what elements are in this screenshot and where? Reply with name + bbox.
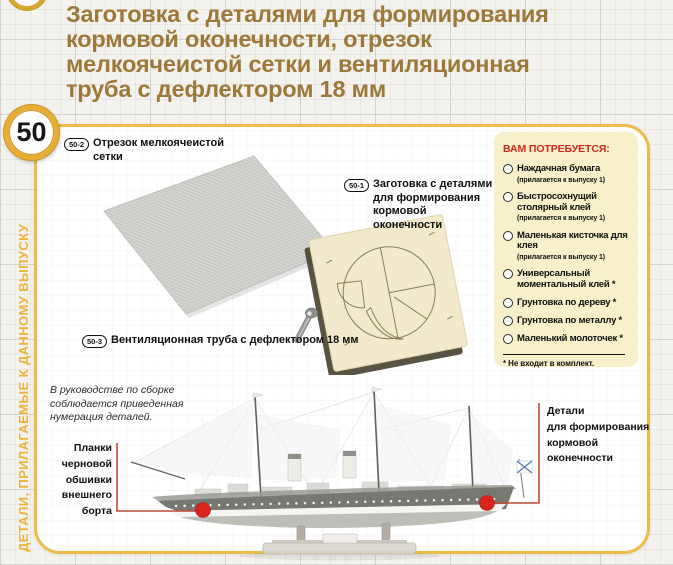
callout-stern-parts: Детали для формирования кормовой оконечности — [547, 405, 650, 465]
need-item — [503, 192, 631, 223]
assembly-note — [50, 384, 200, 425]
circle-bullet-icon — [503, 231, 513, 241]
previous-badge-ring — [7, 0, 47, 10]
circle-bullet-icon — [503, 334, 513, 344]
sidebar-vertical-label: ДЕТАЛИ, ПРИЛАГАЕМЫЕ К ДАННОМУ ВЫПУСКУ — [16, 223, 31, 552]
circle-bullet-icon — [503, 316, 513, 326]
issue-number-badge — [4, 105, 59, 160]
need-item — [503, 316, 631, 327]
need-item-name: Наждачная бумага — [517, 163, 601, 174]
issue-number: 50 — [16, 117, 47, 147]
part-code-50-2: 50-2 — [64, 138, 89, 151]
part-label-stern-blank: Заготовка с деталями для формирования кормовой оконечности — [373, 178, 493, 231]
circle-bullet-icon — [503, 192, 513, 202]
need-item-name: Маленький молоточек * — [517, 332, 623, 344]
need-item-note: (прилагается к выпуску 1) — [517, 253, 605, 261]
need-item-name: Маленькая кисточка для клея — [517, 229, 628, 251]
need-item — [503, 164, 631, 185]
page-title-line: труба с дефлектором 18 мм — [66, 76, 387, 102]
marker-dot-stern — [480, 496, 495, 511]
circle-bullet-icon — [503, 298, 513, 308]
stern-blank-photo — [293, 210, 483, 375]
need-footnote: * Не входит в комплект. — [503, 359, 595, 368]
part-label-vent-pipe: Вентиляционная труба с дефлектором 18 мм — [111, 334, 359, 346]
need-item-name: Грунтовка по металлу * — [517, 314, 622, 326]
you-will-need-heading: ВАМ ПОТРЕБУЕТСЯ: — [503, 143, 610, 155]
page-title-line: кормовой оконечности, отрезок — [66, 26, 432, 52]
circle-bullet-icon — [503, 269, 513, 279]
need-item-note: (прилагается к выпуску 1) — [517, 215, 605, 222]
you-will-need-panel — [494, 132, 638, 367]
part-code-50-1: 50-1 — [344, 179, 369, 192]
need-item-name: Грунтовка по дереву * — [517, 296, 617, 308]
need-item-name: Быстросохнущий столярный клей — [517, 191, 597, 213]
assembly-note-line: соблюдается приведенная — [50, 397, 184, 410]
need-item-name: Универсальный моментальный клей * — [517, 268, 616, 290]
page-title-line: Заготовка с деталями для формирования — [66, 1, 549, 27]
need-item — [503, 298, 631, 309]
footnote-divider — [503, 354, 625, 355]
page-title-line: мелкоячеистой сетки и вентиляционная — [66, 51, 530, 77]
marker-dot-planking — [196, 503, 211, 518]
need-item — [503, 334, 631, 345]
need-item-note: (прилагается к выпуску 1) — [517, 176, 605, 184]
page-title — [66, 2, 666, 102]
need-item — [503, 269, 631, 290]
assembly-note-line: нумерация деталей. — [50, 411, 153, 423]
part-code-50-3: 50-3 — [82, 335, 107, 348]
part-label-mesh: Отрезок мелкоячеистой сетки — [93, 137, 224, 163]
callout-hull-planking: Планки черновой обшивки внешнего борта — [61, 442, 112, 518]
circle-bullet-icon — [503, 164, 513, 174]
assembly-note-line: В руководстве по сборке — [50, 384, 175, 396]
need-item — [503, 231, 631, 262]
